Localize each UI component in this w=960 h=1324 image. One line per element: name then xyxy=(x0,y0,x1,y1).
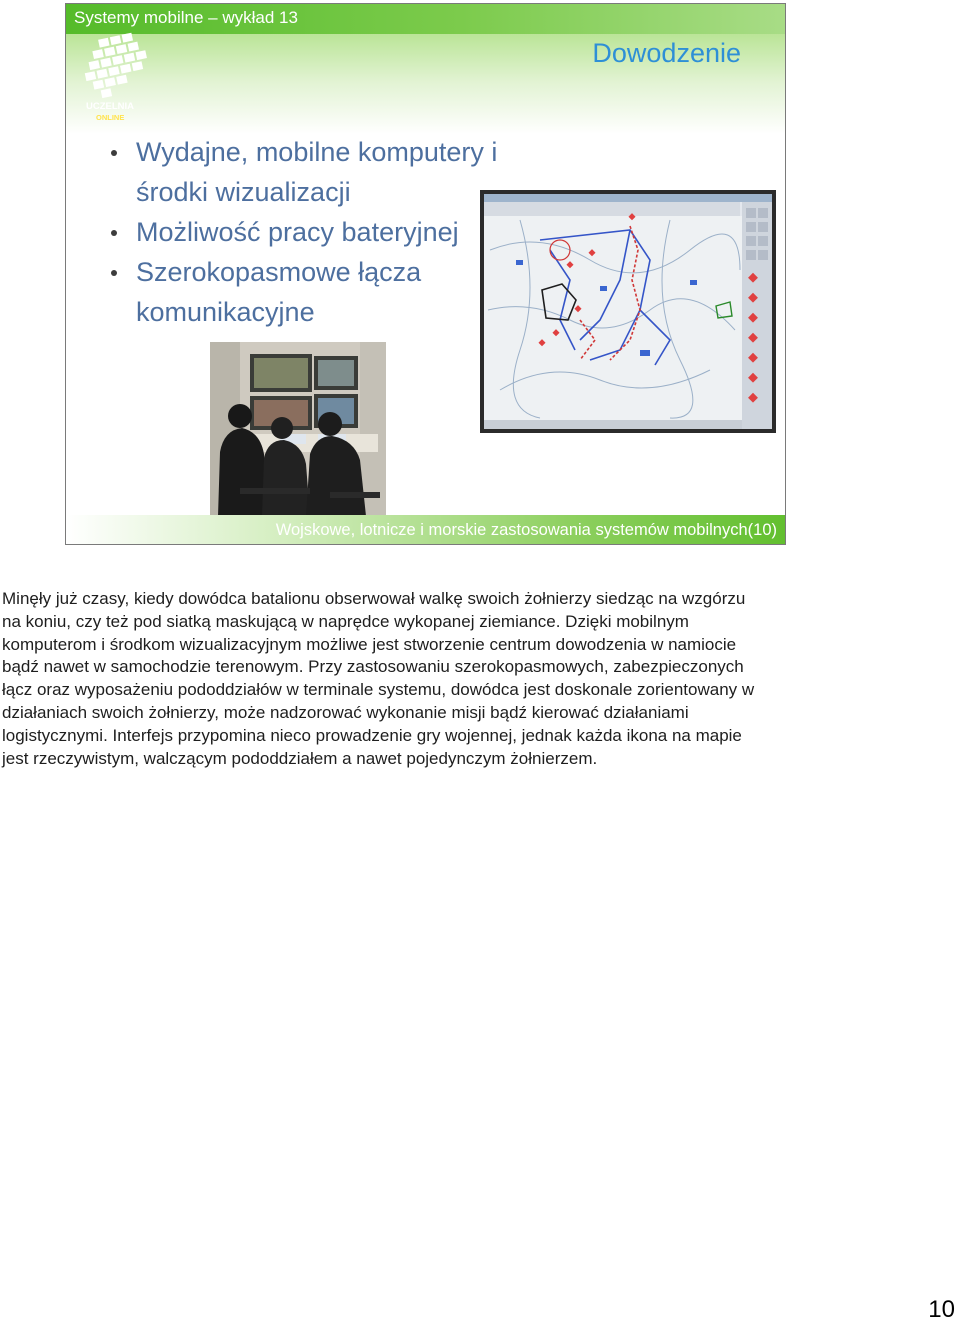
notes-line: jest rzeczywistym, walczącym pododdziałem a nawet pojedynczym żołnierzem. xyxy=(2,748,598,768)
notes-line: na koniu, czy też pod siatką maskującą w naprędce wykopanej ziemiance. Dzięki mobilnym xyxy=(2,611,689,631)
tactical-map-screenshot xyxy=(480,190,776,433)
notes-line: komputerom i środkom wizualizacyjnym możliwe jest stworzenie centrum dowodzenia w namiocie xyxy=(2,634,737,654)
slide-top-bar xyxy=(66,4,785,34)
bullet-item: Możliwość pracy bateryjnej xyxy=(108,212,528,252)
logo-text-uczelnia: UCZELNIA xyxy=(86,101,135,112)
notes-line: logistycznymi. Interfejs przypomina nieco prowadzenie gry wojennej, jednak każda ikona na mapie xyxy=(2,725,742,745)
bullet-item: Szerokopasmowe łącza komunikacyjne xyxy=(108,252,528,332)
lecture-notes xyxy=(2,588,952,770)
notes-line: działaniach swoich żołnierzy, może nadzorować wykonanie misji bądź kierować działaniami xyxy=(2,702,689,722)
notes-line: bądź nawet w samochodzie terenowym. Przy zastosowaniu szerokopasmowych, zabezpieczonych xyxy=(2,657,744,677)
slide-title: Dowodzenie xyxy=(592,38,741,68)
course-title: Systemy mobilne – wykład 13 xyxy=(74,8,298,27)
page-number: 10 xyxy=(928,1296,955,1323)
notes-line: łącz oraz wyposażeniu pododdziałów w terminale systemu, dowódca jest doskonale zorientowany w xyxy=(2,680,755,700)
command-tent-photo xyxy=(210,342,386,516)
slide-footer xyxy=(66,515,785,544)
uczelnia-online-logo xyxy=(74,32,164,124)
bullet-item: Wydajne, mobilne komputery i środki wizualizacji xyxy=(108,132,528,212)
slide xyxy=(65,3,786,545)
slide-footer-text: Wojskowe, lotnicze i morskie zastosowania systemów mobilnych(10) xyxy=(275,521,777,539)
logo-text-online: ONLINE xyxy=(96,113,125,122)
notes-line: Minęły już czasy, kiedy dowódca batalionu obserwował walkę swoich żołnierzy siedząc na wzgórzu xyxy=(2,589,746,608)
bullet-list xyxy=(108,132,528,332)
